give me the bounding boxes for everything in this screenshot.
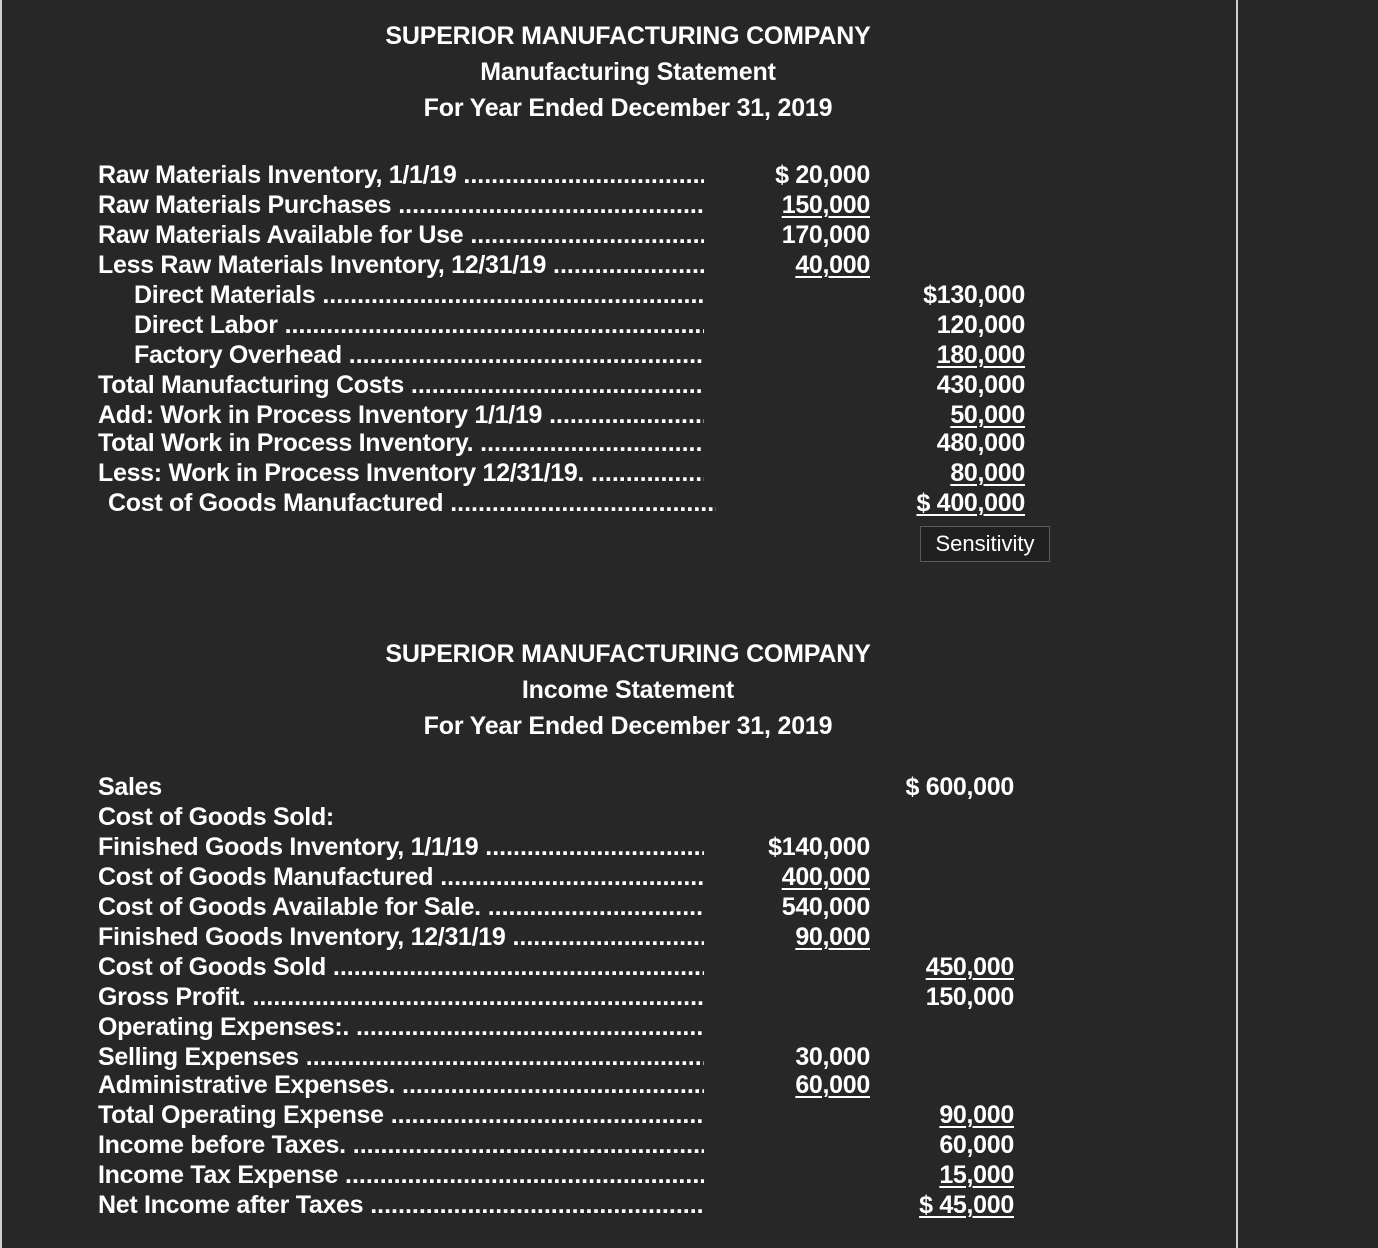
row-label: Sales	[98, 773, 162, 801]
row-amount-col2: 430,000	[936, 371, 1025, 399]
inc-row-total-operating-expense	[0, 1100, 1236, 1130]
row-label: Direct Labor .....	[134, 310, 704, 340]
row-amount-col2: 480,000	[936, 429, 1025, 457]
inc-row-cost-of-goods-manufactured	[0, 862, 1236, 892]
row-label: Factory Overhead .....	[134, 340, 704, 370]
inc-row-cost-of-goods-sold	[0, 952, 1236, 982]
row-label: Income Tax Expense .....	[98, 1160, 704, 1190]
row-label: Gross Profit. .....	[98, 982, 704, 1012]
row-amount-col1: 60,000	[795, 1071, 870, 1099]
row-amount-col1: 400,000	[781, 863, 870, 891]
inc-row-goods-available	[0, 892, 1236, 922]
row-amount-col2: 450,000	[925, 953, 1014, 981]
row-amount-col2: 50,000	[950, 401, 1025, 429]
row-label: Net Income after Taxes .....	[98, 1190, 704, 1220]
inc-row-income-tax-expense	[0, 1160, 1236, 1190]
inc-row-operating-expenses-heading	[0, 1012, 1236, 1042]
row-amount-col2: $130,000	[923, 281, 1025, 309]
mfg-statement-title: Manufacturing Statement	[480, 58, 776, 86]
mfg-row-total-wip-inventory	[0, 428, 1236, 458]
inc-company-name: SUPERIOR MANUFACTURING COMPANY	[385, 640, 871, 668]
row-amount-col2: 180,000	[936, 341, 1025, 369]
row-amount-col2: $ 400,000	[916, 489, 1025, 517]
row-amount-col2: 120,000	[936, 311, 1025, 339]
row-label: Less Raw Materials Inventory, 12/31/19 .....	[98, 250, 704, 280]
row-amount-col1: 170,000	[781, 221, 870, 249]
inc-row-fg-inventory-start	[0, 832, 1236, 862]
inc-statement-period: For Year Ended December 31, 2019	[423, 712, 833, 740]
row-label: Administrative Expenses. .....	[98, 1070, 704, 1100]
row-amount-col1: 540,000	[781, 893, 870, 921]
mfg-row-raw-materials-available	[0, 220, 1236, 250]
row-label: Raw Materials Inventory, 1/1/19 .....	[98, 160, 704, 190]
row-amount-col2: $ 45,000	[919, 1191, 1014, 1219]
mfg-row-add-wip-inventory	[0, 400, 1236, 430]
row-amount-col2: 15,000	[939, 1161, 1014, 1189]
row-label: Total Work in Process Inventory. .....	[98, 428, 704, 458]
mfg-row-direct-labor	[0, 310, 1236, 340]
inc-row-net-income-after-taxes	[0, 1190, 1236, 1220]
row-amount-col2: 150,000	[925, 983, 1014, 1011]
row-amount-col2: 90,000	[939, 1101, 1014, 1129]
row-amount-col1: $140,000	[768, 833, 870, 861]
row-label: Direct Materials .....	[134, 280, 704, 310]
inc-row-cogs-heading	[0, 802, 1236, 832]
row-label: Operating Expenses:. .....	[98, 1012, 704, 1042]
mfg-row-less-raw-materials-inventory	[0, 250, 1236, 280]
sensitivity-button[interactable]: Sensitivity	[920, 526, 1050, 562]
mfg-row-factory-overhead	[0, 340, 1236, 370]
row-amount-col1: 30,000	[795, 1043, 870, 1071]
right-border	[1236, 0, 1238, 1248]
row-amount-col2: $ 600,000	[905, 773, 1014, 801]
row-amount-col1: $ 20,000	[775, 161, 870, 189]
mfg-row-direct-materials	[0, 280, 1236, 310]
row-amount-col2: 60,000	[939, 1131, 1014, 1159]
row-label: Selling Expenses .....	[98, 1042, 704, 1072]
row-label: Raw Materials Available for Use .....	[98, 220, 704, 250]
mfg-row-total-manufacturing-costs	[0, 370, 1236, 400]
row-label: Total Operating Expense .....	[98, 1100, 704, 1130]
mfg-company-name: SUPERIOR MANUFACTURING COMPANY	[385, 22, 871, 50]
row-label: Cost of Goods Sold:	[98, 803, 334, 831]
row-label: Cost of Goods Available for Sale. .....	[98, 892, 704, 922]
row-amount-col1: 90,000	[795, 923, 870, 951]
row-amount-col1: 40,000	[795, 251, 870, 279]
row-label: Raw Materials Purchases .....	[98, 190, 704, 220]
inc-row-administrative-expenses	[0, 1070, 1236, 1100]
mfg-row-raw-materials-inventory	[0, 160, 1236, 190]
row-label: Income before Taxes. .....	[98, 1130, 704, 1160]
row-label: Cost of Goods Manufactured .....	[98, 862, 704, 892]
mfg-row-less-wip-inventory	[0, 458, 1236, 488]
row-label: Add: Work in Process Inventory 1/1/19 .....	[98, 400, 704, 430]
inc-row-fg-inventory-end	[0, 922, 1236, 952]
row-amount-col1: 150,000	[781, 191, 870, 219]
row-label: Cost of Goods Manufactured .....	[108, 488, 716, 518]
mfg-row-raw-materials-purchases	[0, 190, 1236, 220]
row-label: Finished Goods Inventory, 1/1/19 .....	[98, 832, 704, 862]
inc-statement-title: Income Statement	[521, 676, 735, 704]
inc-row-gross-profit	[0, 982, 1236, 1012]
row-label: Cost of Goods Sold .....	[98, 952, 704, 982]
inc-row-selling-expenses	[0, 1042, 1236, 1072]
mfg-row-cost-of-goods-manufactured	[0, 488, 1236, 518]
row-label: Finished Goods Inventory, 12/31/19 .....	[98, 922, 704, 952]
row-label: Total Manufacturing Costs .....	[98, 370, 704, 400]
inc-row-sales	[0, 772, 1236, 802]
mfg-statement-period: For Year Ended December 31, 2019	[423, 94, 833, 122]
row-amount-col2: 80,000	[950, 459, 1025, 487]
inc-row-income-before-taxes	[0, 1130, 1236, 1160]
row-label: Less: Work in Process Inventory 12/31/19. .....	[98, 458, 704, 488]
